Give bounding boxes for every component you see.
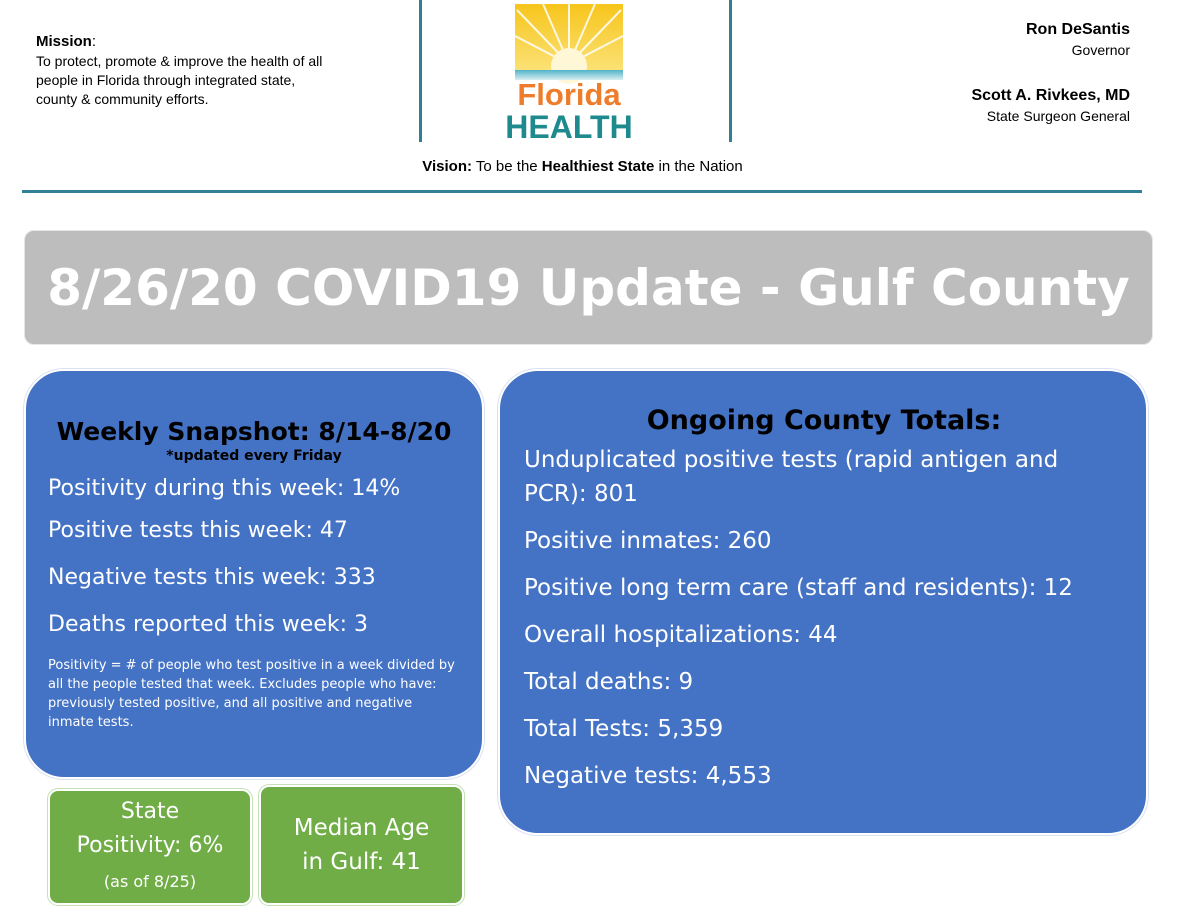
weekly-positive-tests: Positive tests this week: 47 <box>48 518 348 543</box>
median-age-line1: Median Age <box>293 815 430 841</box>
vision-post: in the Nation <box>654 158 743 175</box>
header-divider-right <box>729 0 732 142</box>
median-age-line2: in Gulf: 41 <box>302 849 421 875</box>
title-banner <box>24 230 1153 345</box>
state-positivity-line1: State <box>120 799 180 824</box>
state-positivity-box <box>48 789 252 905</box>
officials-block <box>830 20 1130 152</box>
vision-bold: Healthiest State <box>541 158 655 175</box>
total-hospitalizations: Overall hospitalizations: 44 <box>524 622 838 648</box>
total-negative-tests: Negative tests: 4,553 <box>524 763 772 789</box>
vision-label: Vision <box>422 158 468 175</box>
mission-block <box>36 32 336 109</box>
weekly-positivity: Positivity during this week: 14% <box>48 476 401 501</box>
logo-health-text: HEALTH <box>505 109 633 141</box>
county-totals-title: Ongoing County Totals: <box>646 405 1002 436</box>
positivity-note: Positivity = # of people who test positive in a week divided by all the people tested that week. Excludes people who have: previously tested positive, and all positive and negative inmate tests. <box>48 658 455 730</box>
vision-statement <box>0 158 1165 175</box>
median-age-box <box>259 785 464 905</box>
governor-title: Governor <box>1071 42 1130 58</box>
surgeon-general-title: State Surgeon General <box>986 108 1130 124</box>
mission-colon: : <box>91 33 97 50</box>
vision-pre: To be the <box>472 158 542 175</box>
weekly-deaths: Deaths reported this week: 3 <box>48 612 369 637</box>
mission-text: To protect, promote & improve the health of all people in Florida through integrated state, county & community efforts. <box>36 53 323 107</box>
governor-name: Ron DeSantis <box>1025 21 1130 38</box>
page-title: 8/26/20 COVID19 Update - Gulf County <box>47 258 1130 317</box>
mission-title: Mission <box>36 33 92 50</box>
florida-health-logo <box>503 2 635 141</box>
vision-colon: : <box>467 158 473 175</box>
header-divider-left <box>419 0 422 142</box>
weekly-snapshot-title: Weekly Snapshot: 8/14-8/20 <box>56 417 452 446</box>
weekly-snapshot-subtitle: *updated every Friday <box>166 448 342 464</box>
total-tests: Total Tests: 5,359 <box>524 716 724 742</box>
total-unduplicated-positive: Unduplicated positive tests (rapid antigen and PCR): 801 <box>524 447 1059 507</box>
state-positivity-line2: Positivity: 6% <box>76 833 224 858</box>
logo-florida-text: Florida <box>517 77 621 112</box>
surgeon-general-name: Scott A. Rivkees, MD <box>971 87 1130 104</box>
state-positivity-date: (as of 8/25) <box>103 872 197 891</box>
weekly-snapshot-panel <box>24 369 484 779</box>
total-positive-inmates: Positive inmates: 260 <box>524 528 772 554</box>
total-long-term-care: Positive long term care (staff and residents): 12 <box>524 575 1073 601</box>
weekly-negative-tests: Negative tests this week: 333 <box>48 565 376 590</box>
header-rule <box>22 190 1142 193</box>
county-totals-panel <box>498 369 1148 835</box>
total-deaths: Total deaths: 9 <box>524 669 694 695</box>
